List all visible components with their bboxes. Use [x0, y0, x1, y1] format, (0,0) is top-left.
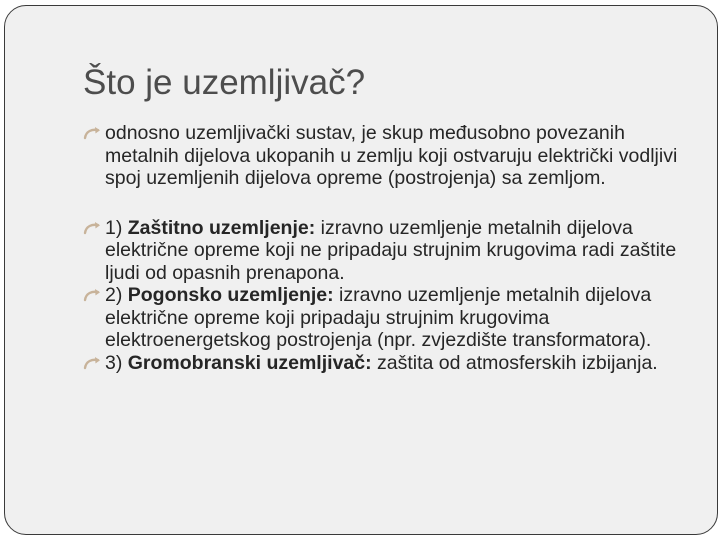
- curved-arrow-bullet-icon: [83, 288, 103, 302]
- curved-arrow-bullet-icon: [83, 356, 103, 370]
- paragraph-prefix: 1): [105, 216, 128, 239]
- paragraph-zastitno: [83, 217, 683, 285]
- paragraph-prefix: 3): [105, 351, 128, 374]
- curved-arrow-bullet-icon: [83, 221, 103, 235]
- slide: [4, 5, 718, 535]
- slide-content: [83, 122, 683, 374]
- paragraph-bold-term: Gromobranski uzemljivač:: [127, 351, 372, 374]
- paragraph-text: zaštita od atmosferskih izbijanja.: [371, 351, 658, 374]
- paragraph-text: izravno uzemljenje metalnih dijelova električne opreme koji pripadaju strujnim krugovima elektroenergetskog postrojenja (npr. zvjezdište transformatora).: [105, 284, 652, 351]
- paragraph-text: odnosno uzemljivački sustav, je skup međusobno povezanih metalnih dijelova ukopanih u zemlju koji ostvaruju električki vodljivi spoj uzemljenih dijelova opreme (postrojenja) sa zemljom.: [105, 122, 678, 189]
- paragraph-text: izravno uzemljenje metalnih dijelova električne opreme koji ne pripadaju strujnim krugovima radi zaštite ljudi od opasnih prenapona.: [105, 216, 677, 284]
- paragraph-prefix: 2): [105, 284, 128, 306]
- paragraph-pogonsko: [83, 284, 683, 352]
- slide-title: Što je uzemljivač?: [83, 63, 366, 102]
- paragraph-bold-term: Zaštitno uzemljenje:: [127, 216, 316, 239]
- paragraph-gromobranski: [83, 352, 683, 375]
- paragraph-definition: [83, 122, 683, 190]
- curved-arrow-bullet-icon: [83, 126, 103, 140]
- paragraph-bold-term: Pogonsko uzemljenje:: [127, 284, 334, 306]
